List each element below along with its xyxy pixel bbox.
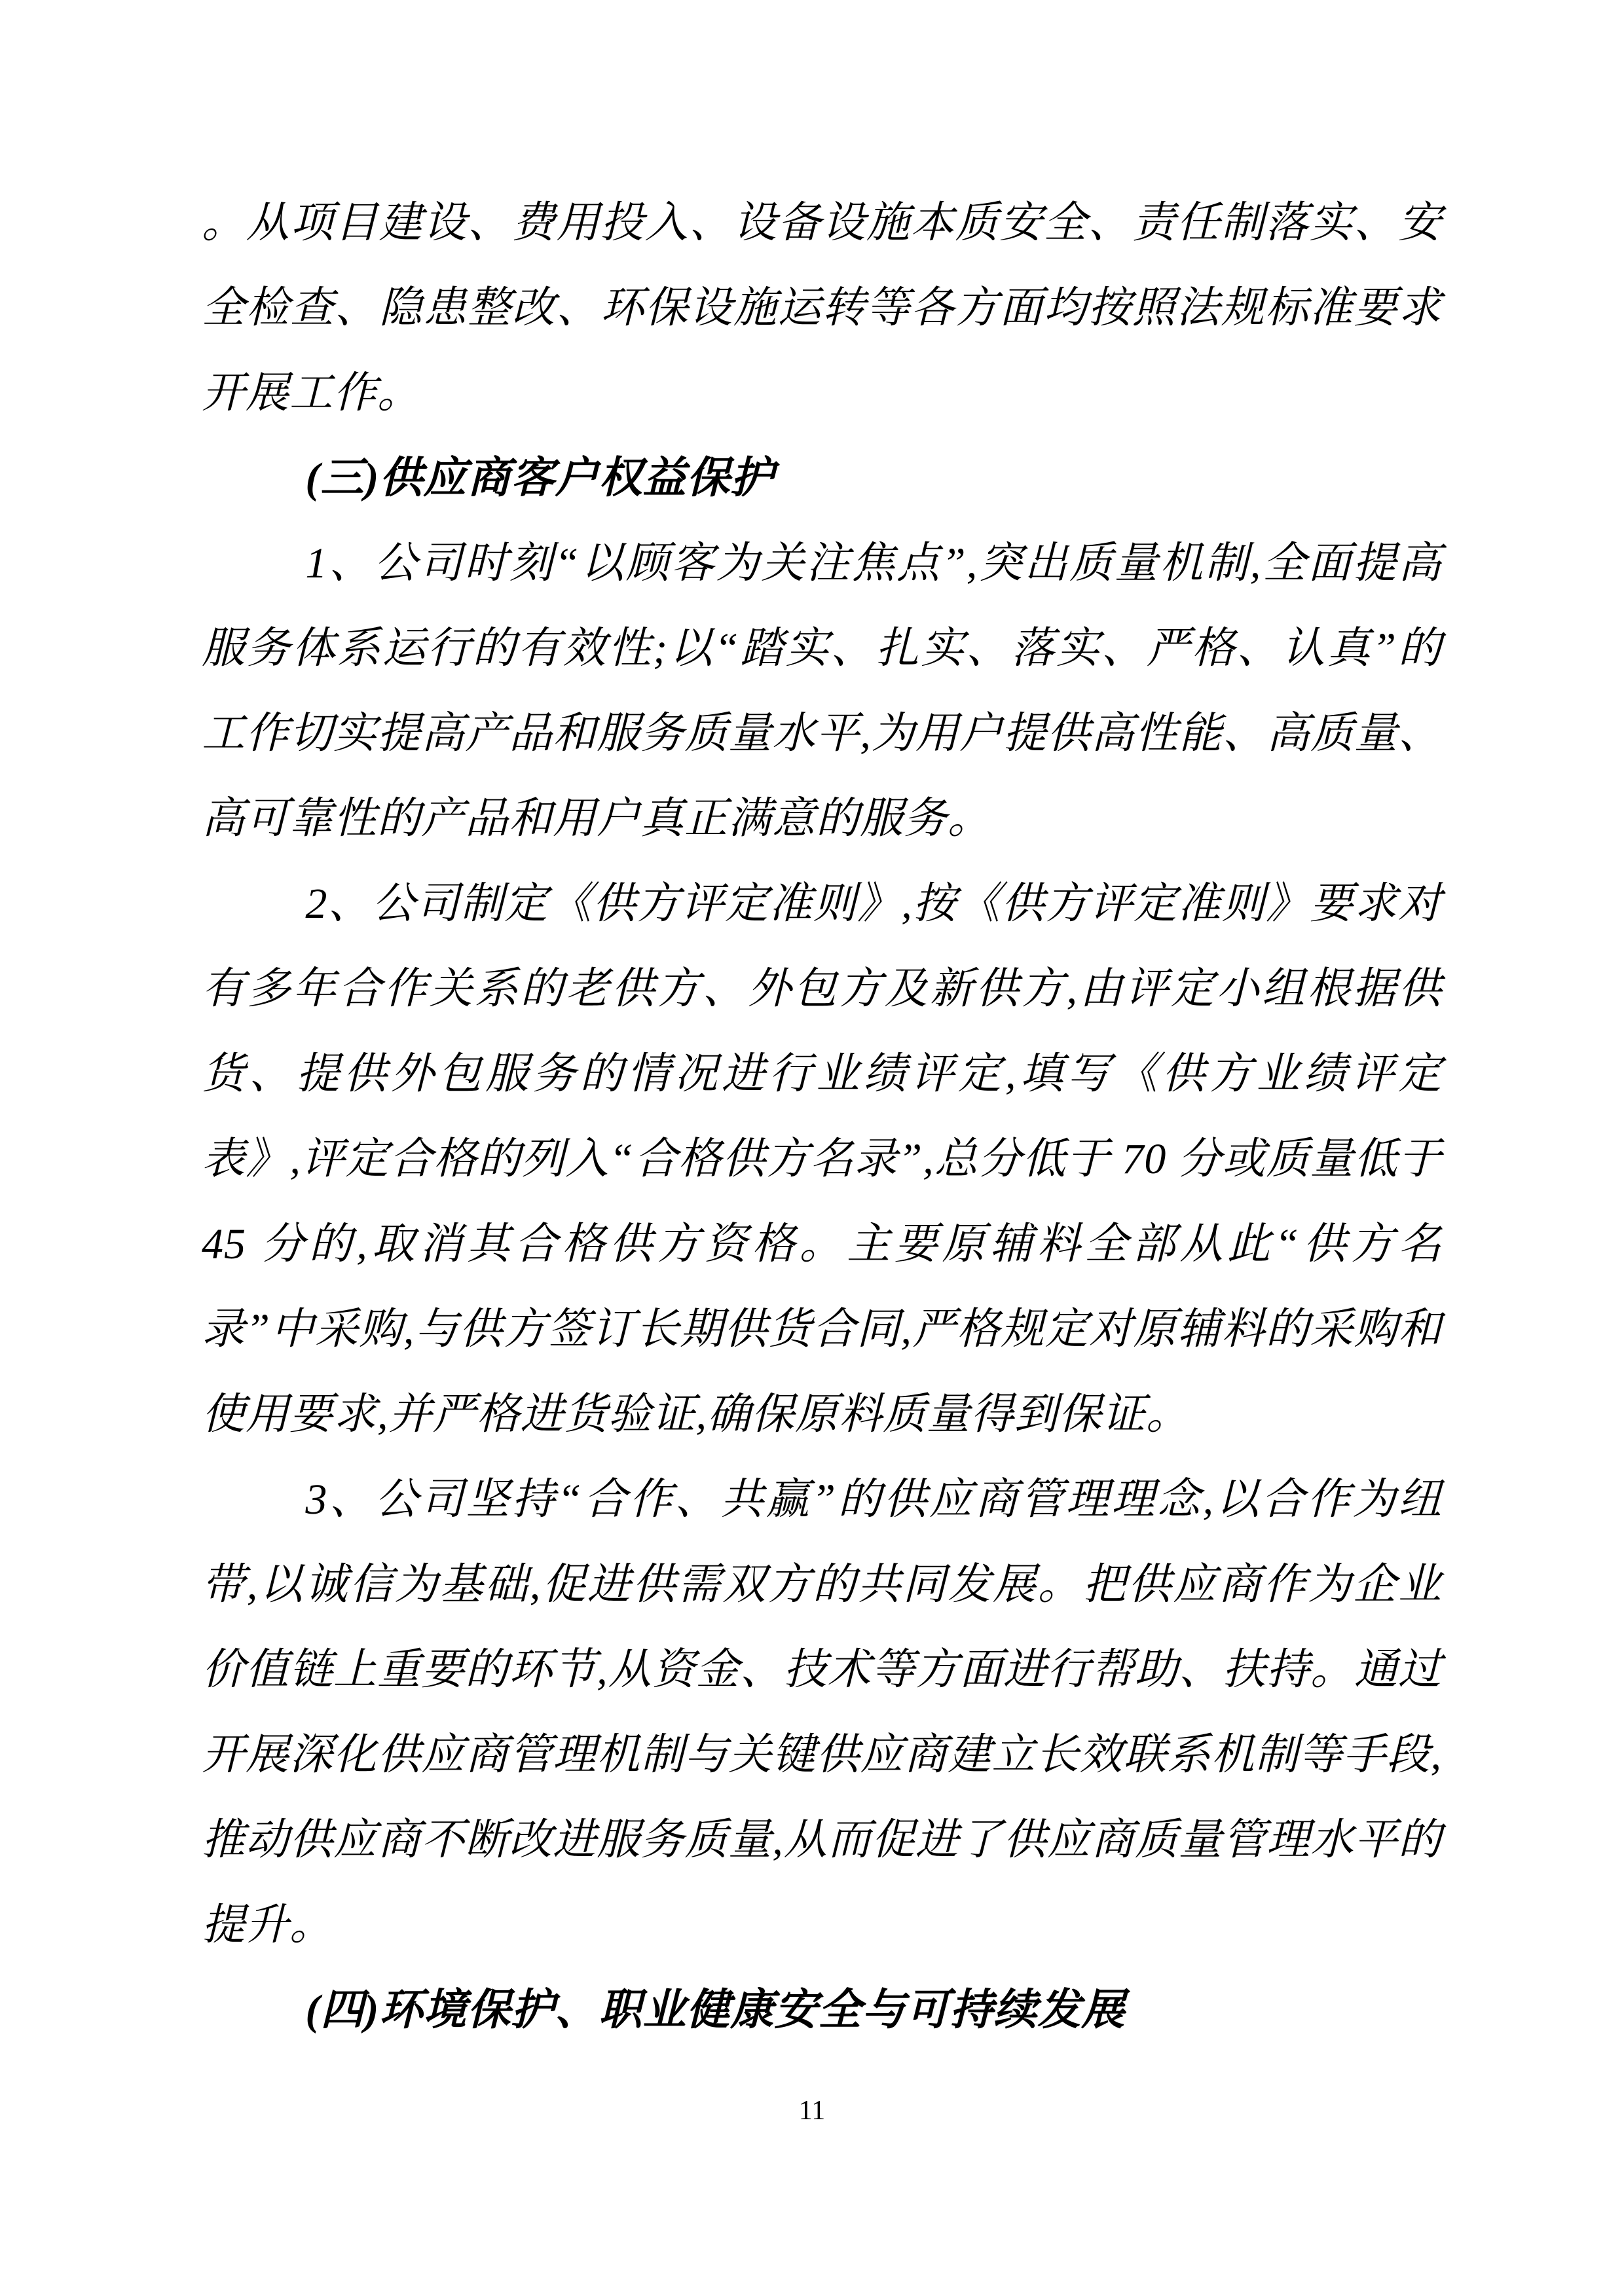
section-heading-3: (三)供应商客户权益保护 [305, 454, 775, 502]
text-body [202, 181, 1442, 2053]
paragraph-item-2: 2、公司制定《供方评定准则》,按《供方评定准则》要求对有多年合作关系的老供方、外包方及新供方,由评定小组根据供货、提供外包服务的情况进行业绩评定,填写《供方业绩评定表》,评定合格的列入“合格供方名录”,总分低于 70 分或质量低于 45 分的,取消其合格供方资格。主要原辅料全部从此“供方名录”中采购,与供方签订长期供货合同,严格规定对原辅料的采购和使用要求,并严格进货验证,确保原料质量得到保证。 [202, 880, 1442, 1438]
paragraph-item-3: 3、公司坚持“合作、共赢”的供应商管理理念,以合作为纽带,以诚信为基础,促进供需双方的共同发展。把供应商作为企业价值链上重要的环节,从资金、技术等方面进行帮助、扶持。通过开展深化供应商管理机制与关键供应商建立长效联系机制等手段,推动供应商不断改进服务质量,从而促进了供应商质量管理水平的提升。 [202, 1476, 1442, 1949]
section-heading-4: (四)环境保护、职业健康安全与可持续发展 [305, 1986, 1126, 2034]
page-number: 11 [798, 2096, 826, 2126]
paragraph-continuation: 。从项目建设、费用投入、设备设施本质安全、责任制落实、安全检查、隐患整改、环保设施运转等各方面均按照法规标准要求开展工作。 [202, 199, 1442, 417]
paragraph-item-1: 1、公司时刻“以顾客为关注焦点”,突出质量机制,全面提高服务体系运行的有效性;以“踏实、扎实、落实、严格、认真”的工作切实提高产品和服务质量水平,为用户提供高性能、高质量、高可靠性的产品和用户真正满意的服务。 [202, 539, 1442, 843]
